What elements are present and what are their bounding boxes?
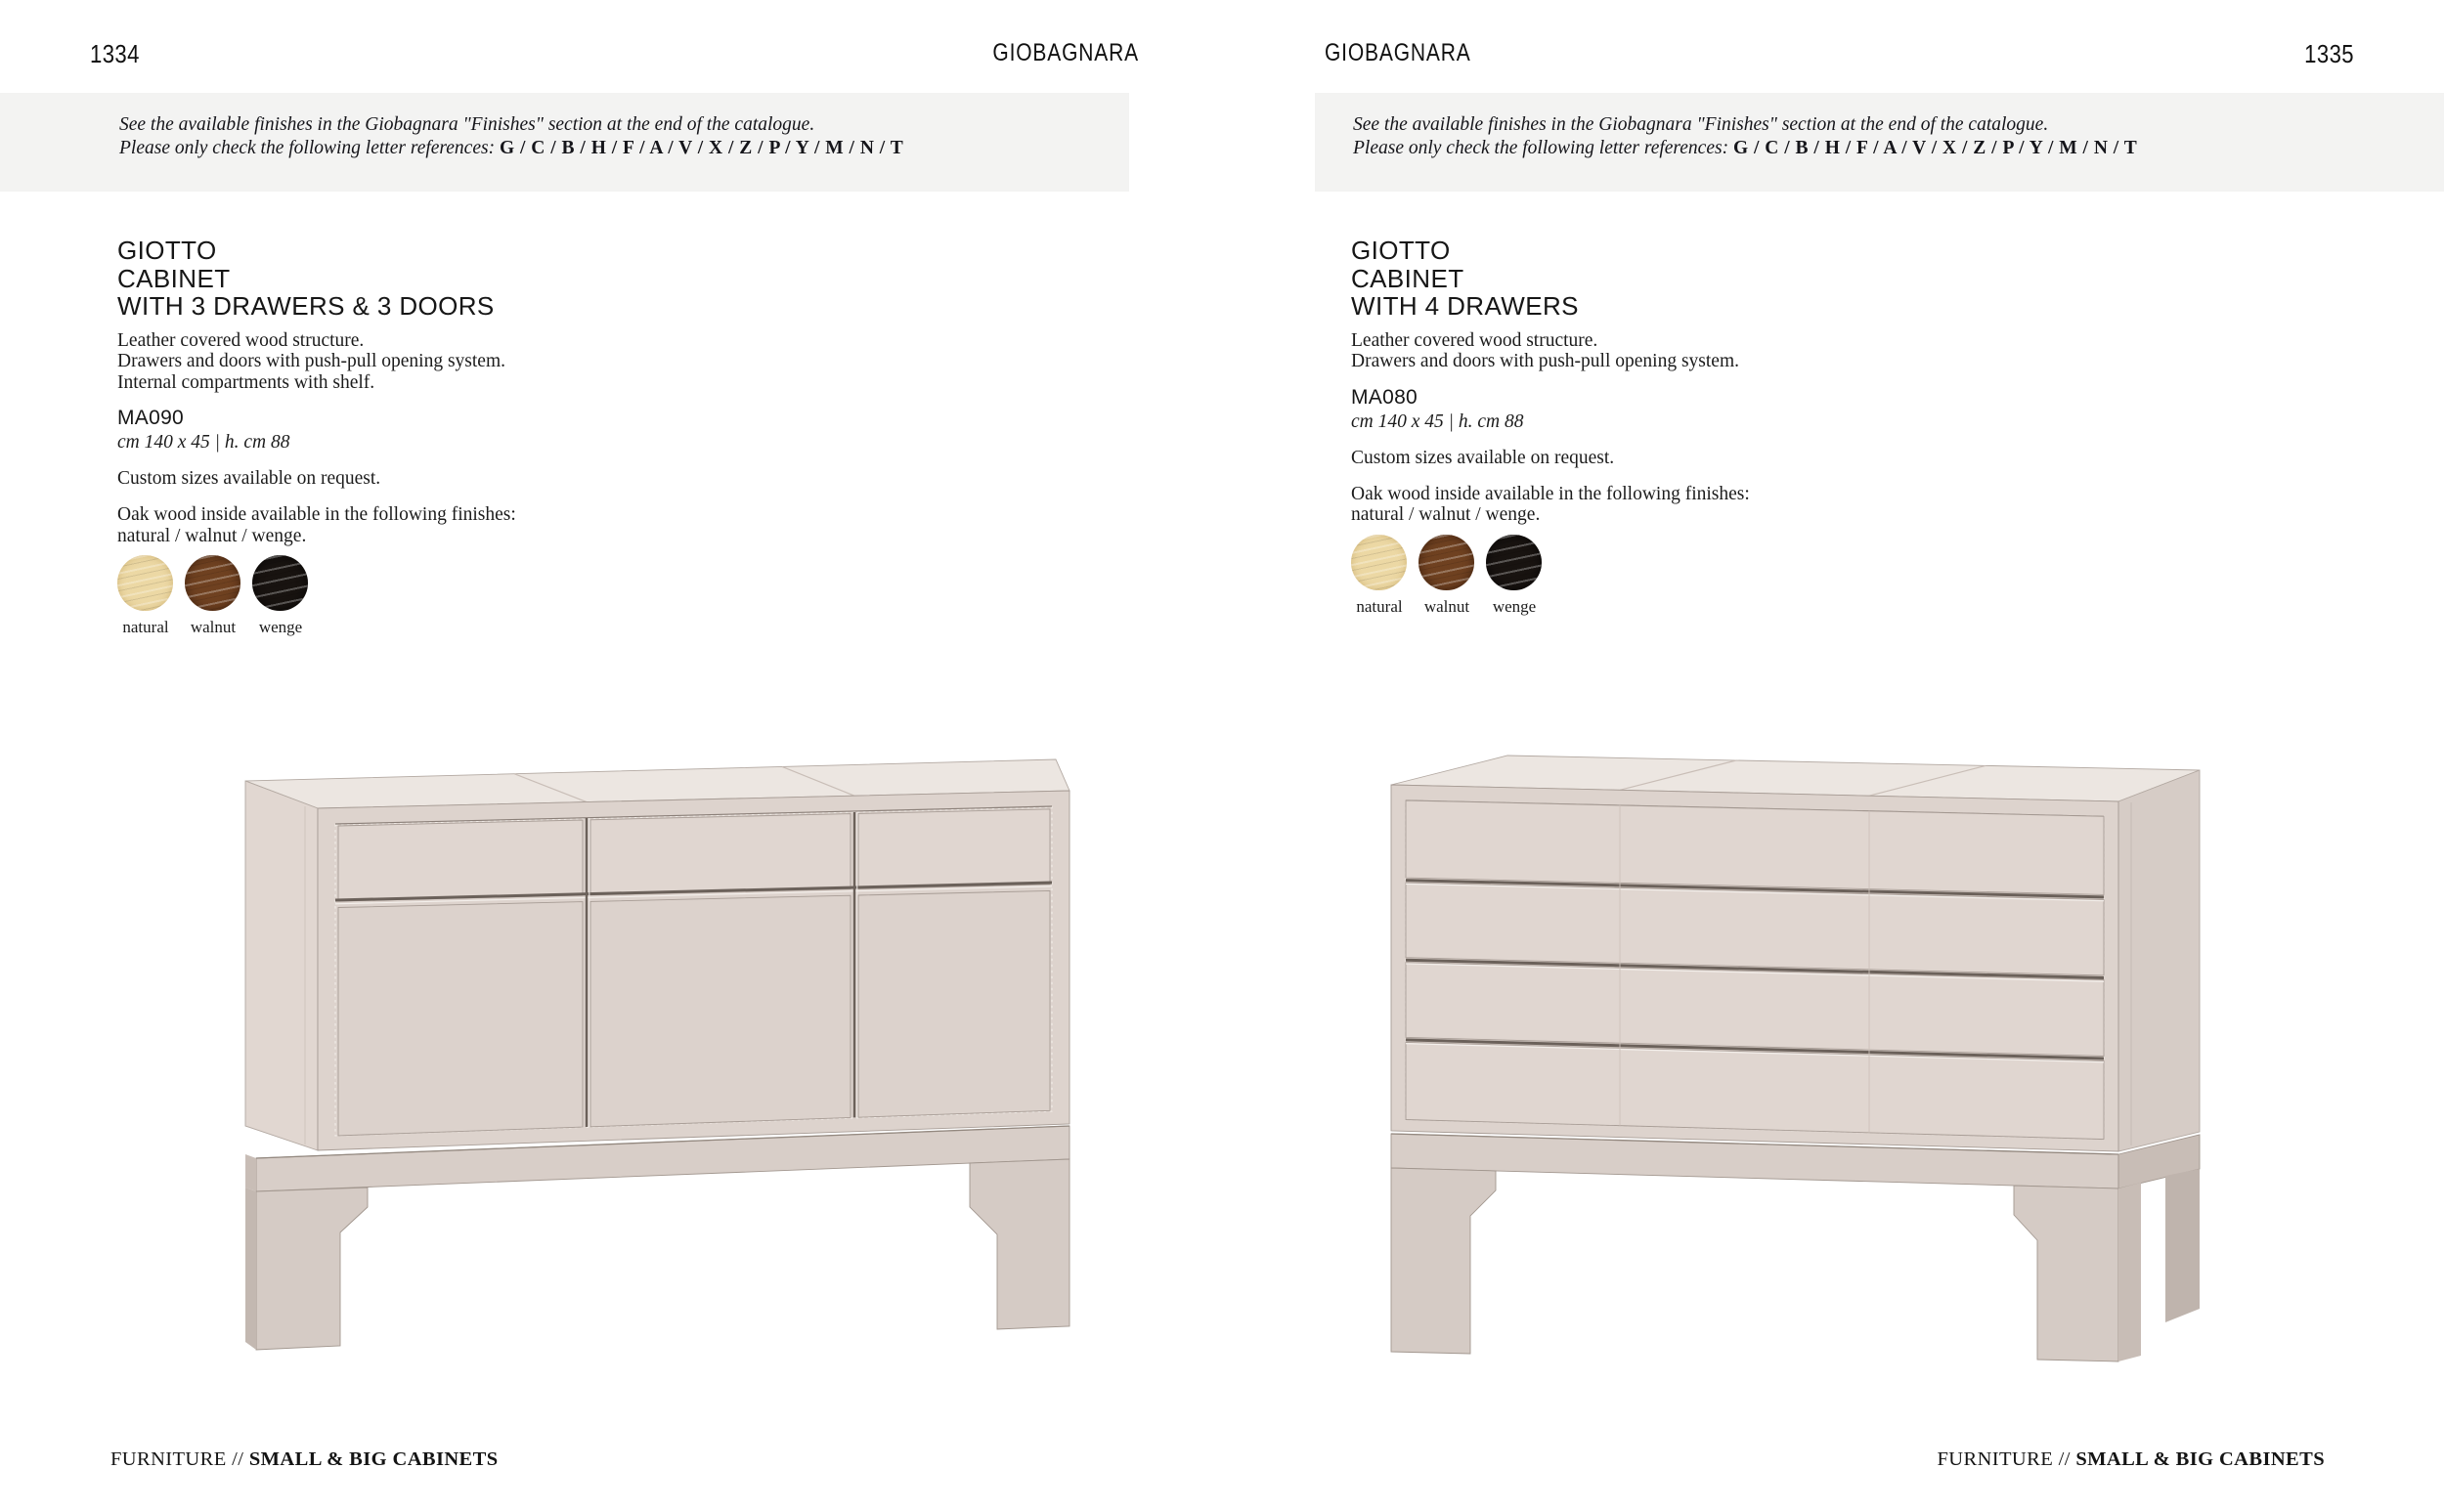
product-title-line: GIOTTO <box>1351 236 1451 265</box>
finishes-intro-line2: natural / walnut / wenge. <box>1351 504 1541 525</box>
swatch-label: walnut <box>1423 596 1470 616</box>
swatch-wenge <box>252 555 309 637</box>
page-number-left: 1334 <box>90 39 140 68</box>
swatch-walnut-circle <box>1418 535 1474 590</box>
swatch-natural-circle <box>1351 535 1407 590</box>
letter-references: G / C / B / H / F / A / V / X / Z / P / Y / M / N / T <box>1732 137 2138 158</box>
swatch-label: wenge <box>258 618 303 636</box>
notice-line1: See the available finishes in the Giobagnara "Finishes" section at the end of the catalogue. <box>119 114 815 135</box>
finishes-intro-line2: natural / walnut / wenge. <box>117 525 307 546</box>
product-code: MA080 <box>1351 385 1418 409</box>
description-line: Leather covered wood structure. <box>1351 329 1598 351</box>
product-title-line: WITH 4 DRAWERS <box>1351 291 1579 321</box>
notice-text-right <box>1353 113 2137 159</box>
cabinet-image-3-drawers-3-doors <box>242 756 1073 1363</box>
swatch-wenge <box>1486 535 1543 617</box>
footer-section: SMALL & BIG CABINETS <box>248 1448 499 1470</box>
product-title-line: WITH 3 DRAWERS & 3 DOORS <box>117 291 495 321</box>
finish-swatches <box>117 555 723 637</box>
swatch-walnut <box>185 555 241 637</box>
swatch-label: wenge <box>1492 596 1537 616</box>
cabinet-image-4-drawers <box>1388 752 2209 1365</box>
swatch-label: natural <box>122 618 169 636</box>
swatch-label: walnut <box>190 618 237 636</box>
product-code: MA090 <box>117 407 185 429</box>
notice-line1: See the available finishes in the Giobagnara "Finishes" section at the end of the catalogue. <box>1353 114 2049 135</box>
footer-category: FURNITURE // <box>110 1448 249 1470</box>
description-line: Drawers and doors with push-pull opening system. <box>117 351 505 371</box>
product-dimensions: cm 140 x 45 | h. cm 88 <box>1351 410 1524 432</box>
footer-left <box>110 1448 499 1471</box>
notice-line2-prefix: Please only check the following letter references: <box>119 137 500 158</box>
notice-line2-prefix: Please only check the following letter references: <box>1353 137 1733 158</box>
custom-sizes-note: Custom sizes available on request. <box>1351 447 1615 468</box>
product-description <box>117 330 723 394</box>
swatch-wenge-circle <box>252 555 308 611</box>
door-faces <box>338 890 1050 1136</box>
page-number-right: 1335 <box>2304 39 2354 68</box>
swatch-wenge-circle <box>1486 535 1542 590</box>
swatch-label: natural <box>1356 596 1403 616</box>
product-block-left <box>117 237 723 637</box>
finish-swatches <box>1351 535 1957 617</box>
brand-logo-left: GIOBAGNARA <box>992 39 1139 66</box>
swatch-natural <box>1351 535 1408 617</box>
brand-logo-right: GIOBAGNARA <box>1325 39 1471 66</box>
footer-right <box>1738 1448 2325 1471</box>
product-title-line: GIOTTO <box>117 236 217 265</box>
swatch-walnut-circle <box>185 555 240 611</box>
product-title-line: CABINET <box>1351 263 1464 293</box>
notice-text-left <box>119 113 903 159</box>
product-description <box>1351 330 1957 372</box>
swatch-natural <box>117 555 174 637</box>
notice-line2 <box>1353 137 2137 160</box>
finishes-intro-line1: Oak wood inside available in the following finishes: <box>1351 483 1750 504</box>
product-block-right <box>1351 237 1957 617</box>
description-line: Drawers and doors with push-pull opening system. <box>1351 351 1739 371</box>
description-line: Leather covered wood structure. <box>117 329 365 351</box>
product-title-line: CABINET <box>117 263 231 293</box>
footer-category: FURNITURE // <box>1937 1448 2076 1470</box>
finishes-intro <box>117 504 723 546</box>
product-dimensions: cm 140 x 45 | h. cm 88 <box>117 432 290 453</box>
finishes-intro <box>1351 484 1957 526</box>
letter-references: G / C / B / H / F / A / V / X / Z / P / Y / M / N / T <box>499 137 904 158</box>
swatch-walnut <box>1418 535 1475 617</box>
custom-sizes-note: Custom sizes available on request. <box>117 468 381 489</box>
finishes-intro-line1: Oak wood inside available in the following finishes: <box>117 504 516 525</box>
footer-section: SMALL & BIG CABINETS <box>2075 1448 2325 1470</box>
swatch-natural-circle <box>117 555 173 611</box>
description-line: Internal compartments with shelf. <box>117 371 375 393</box>
notice-line2 <box>119 137 903 160</box>
